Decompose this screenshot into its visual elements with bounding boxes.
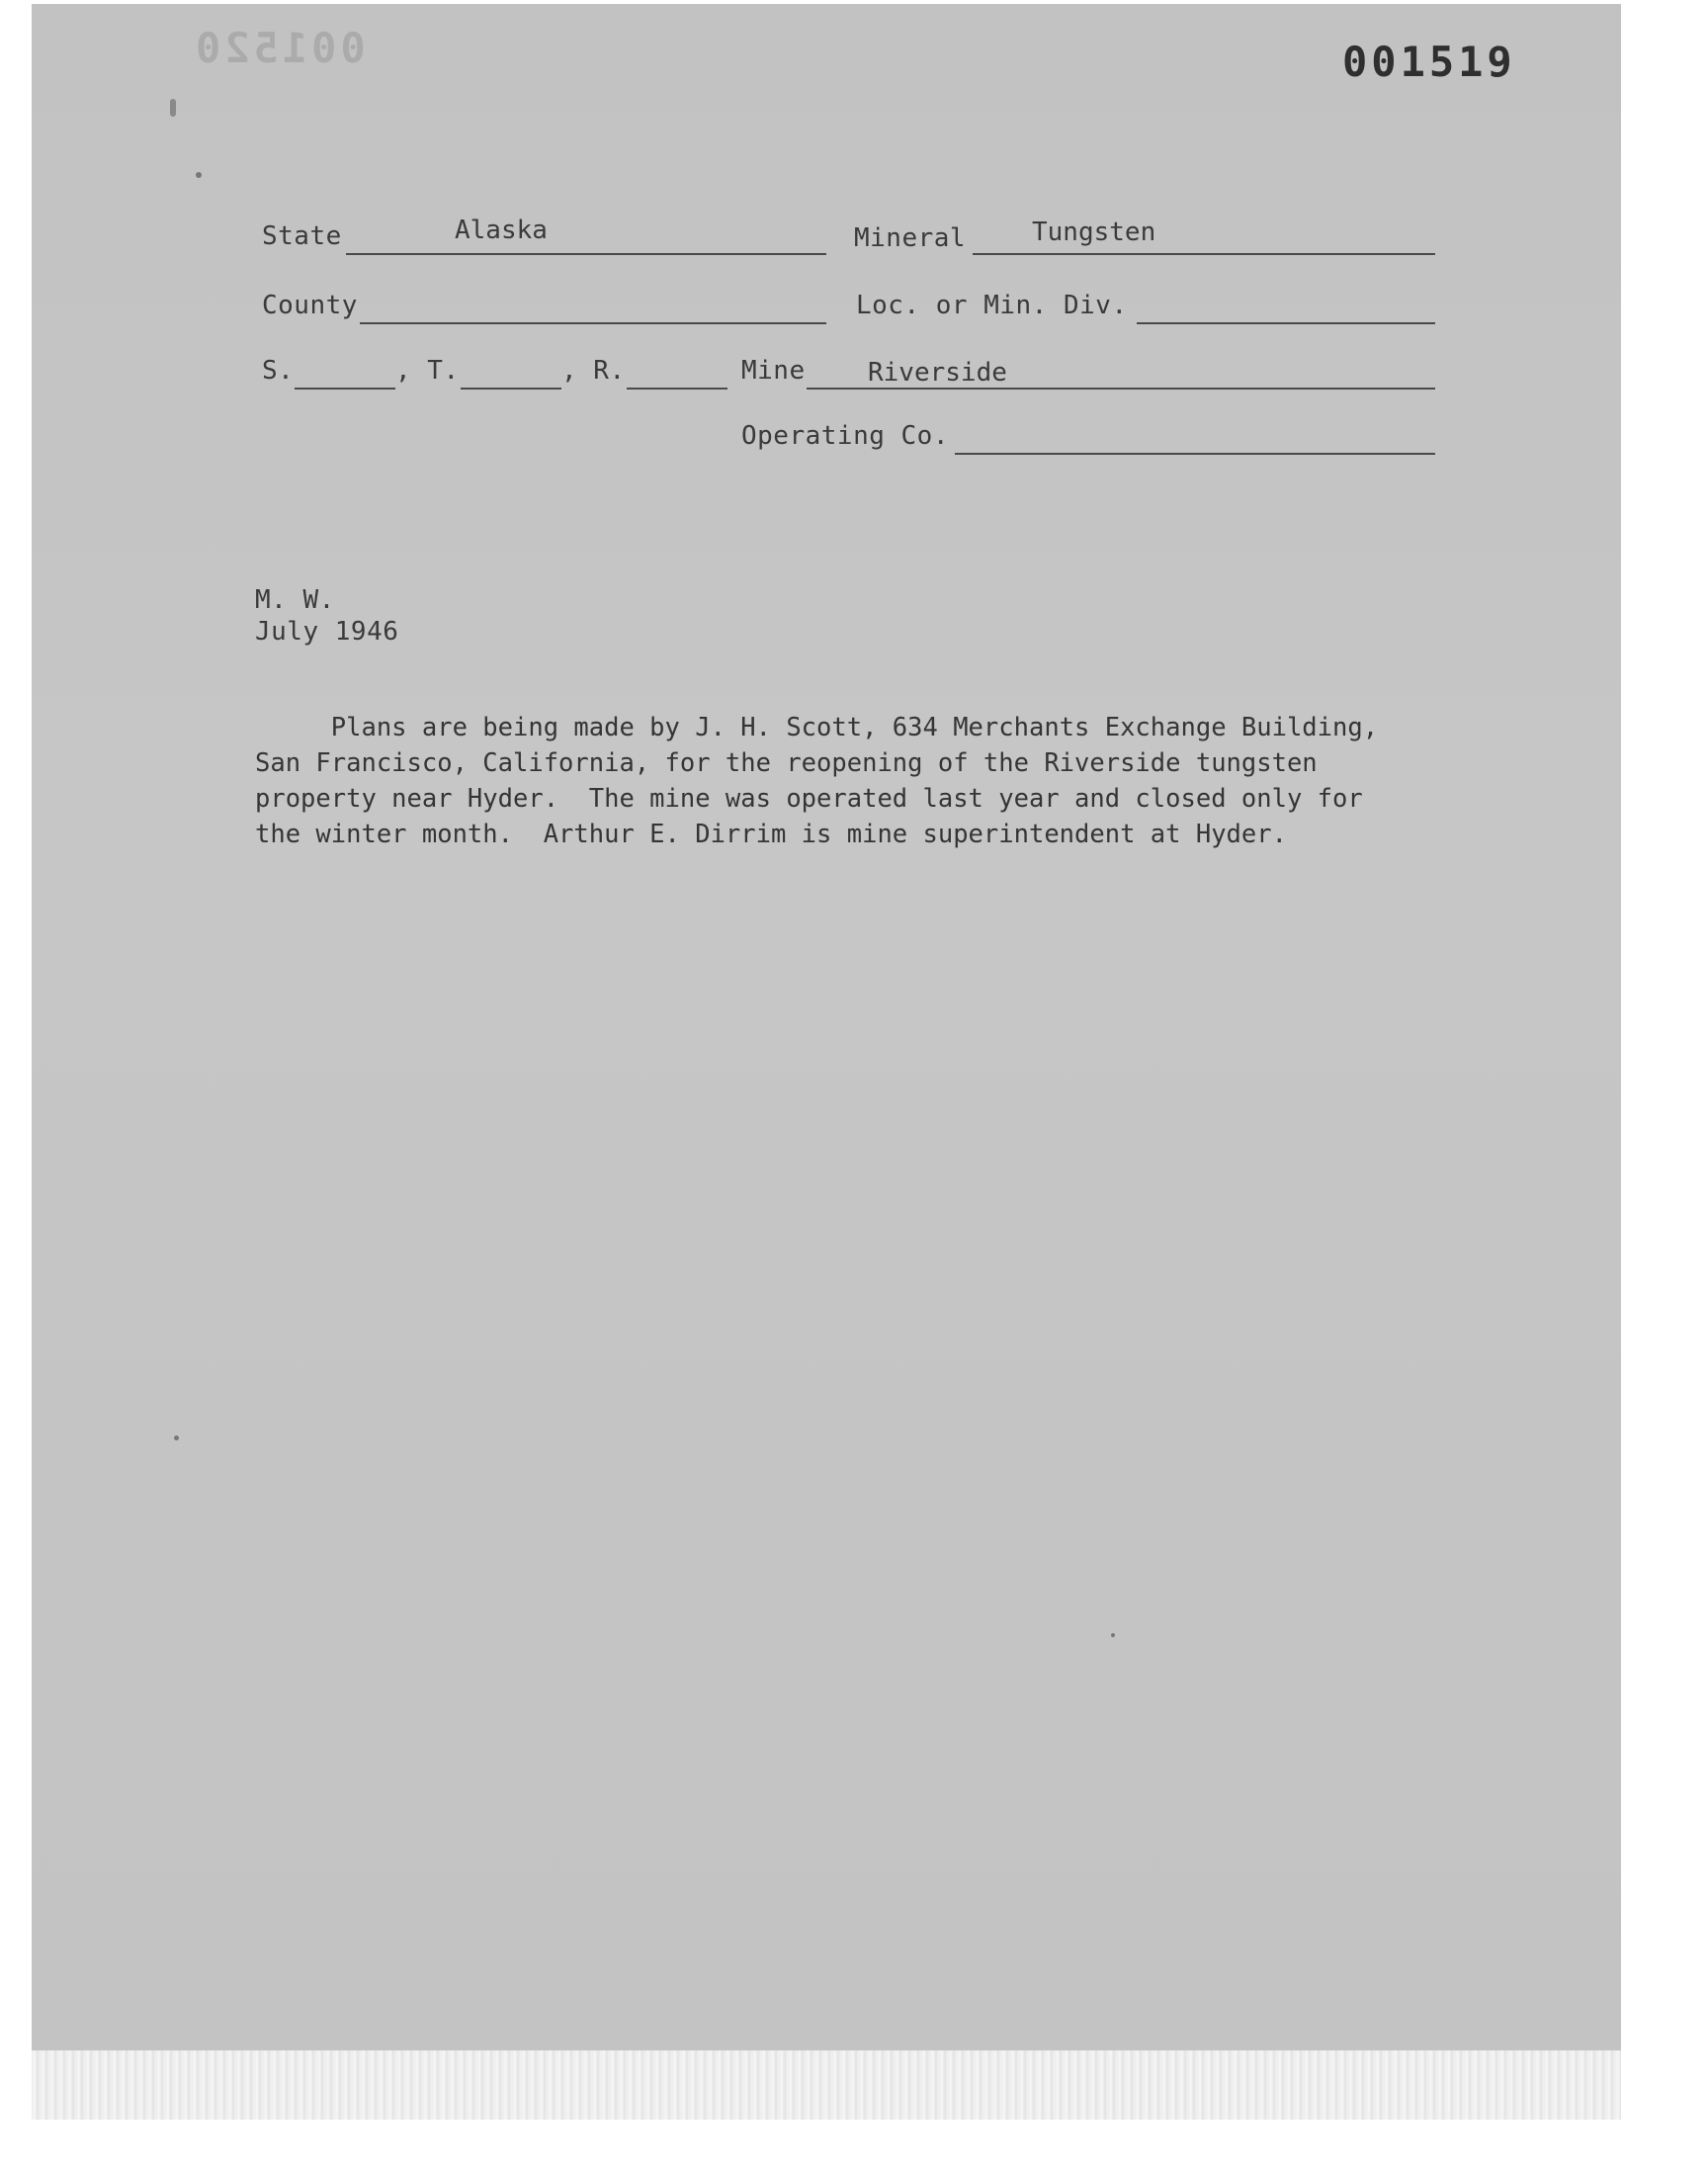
loc-blank <box>1137 322 1435 324</box>
section-blank <box>295 388 395 390</box>
mine-value: Riverside <box>868 358 1007 388</box>
body-paragraph <box>255 710 1481 852</box>
county-blank <box>360 322 826 324</box>
township-blank <box>461 388 561 390</box>
state-value: Alaska <box>455 216 548 245</box>
state-blank <box>346 253 826 255</box>
stray-mark <box>196 172 202 178</box>
scanner-edge-strip <box>32 2050 1621 2120</box>
mineral-value: Tungsten <box>1032 218 1156 247</box>
township-label: , T. <box>395 356 460 386</box>
mine-blank <box>807 388 1435 390</box>
section-label: S. <box>262 356 295 386</box>
range-blank <box>627 388 727 390</box>
range-label: , R. <box>561 356 626 386</box>
operating-co-label: Operating Co. <box>741 421 949 451</box>
operating-co-blank <box>955 453 1435 455</box>
mine-label: Mine <box>741 356 806 386</box>
body-line: the winter month. Arthur E. Dirrim is mine superintendent at Hyder. <box>255 820 1287 849</box>
body-line: Plans are being made by J. H. Scott, 634 Merchants Exchange Building, <box>255 713 1379 742</box>
body-line: property near Hyder. The mine was operated last year and closed only for <box>255 784 1363 814</box>
mineral-label: Mineral <box>854 223 967 253</box>
document-number-stamp: 001519 <box>1342 38 1516 86</box>
ghost-number-stamp: 001520 <box>192 24 366 72</box>
state-label: State <box>262 221 342 251</box>
stray-mark <box>1111 1633 1115 1637</box>
mineral-blank <box>973 253 1435 255</box>
county-label: County <box>262 291 358 320</box>
source-initials: M. W. <box>255 585 335 615</box>
stray-mark <box>170 99 176 117</box>
report-date: July 1946 <box>255 617 399 647</box>
loc-label: Loc. or Min. Div. <box>856 291 1128 320</box>
body-line: San Francisco, California, for the reopening of the Riverside tungsten <box>255 748 1318 778</box>
stray-mark <box>174 1436 179 1440</box>
